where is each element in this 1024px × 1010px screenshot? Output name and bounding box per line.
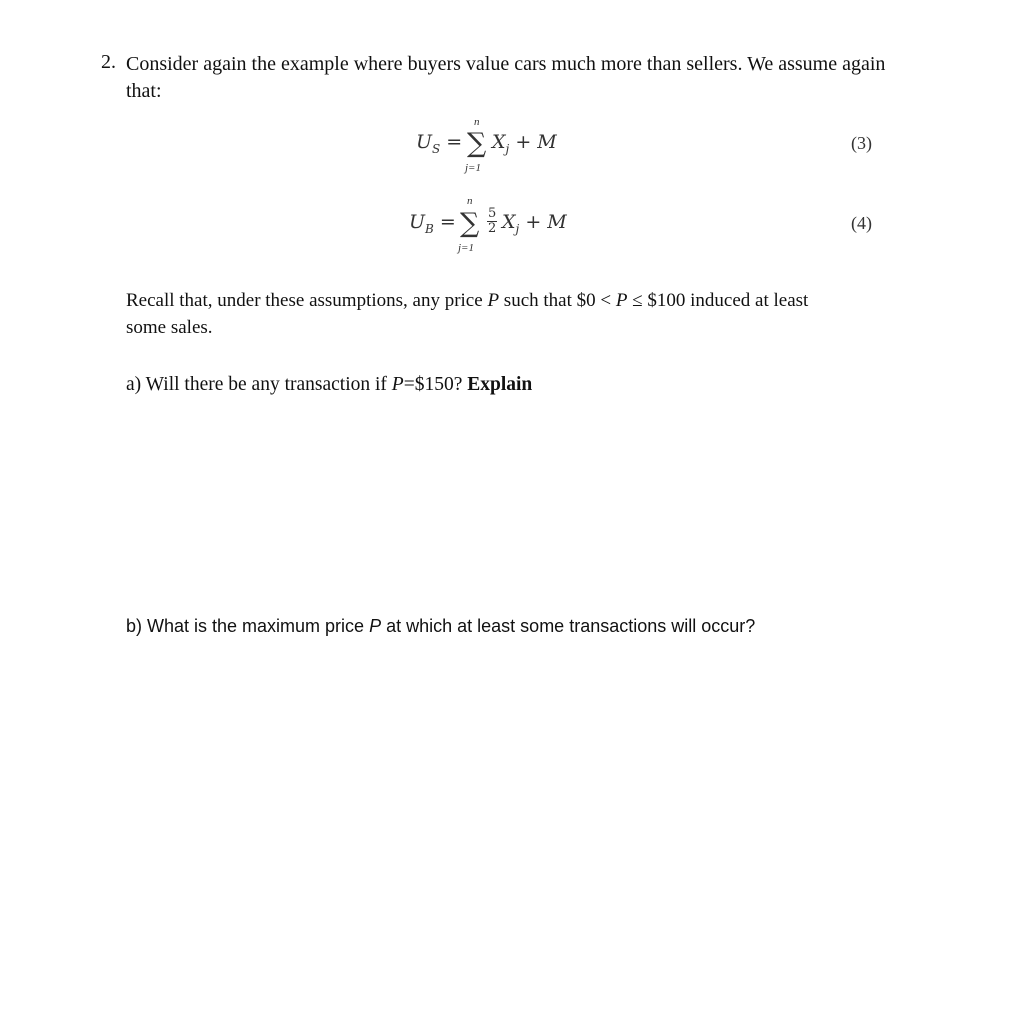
part-a-question bbox=[126, 374, 532, 396]
equation-3-equals: = bbox=[446, 131, 463, 153]
equation-4-lhs: U bbox=[409, 211, 426, 233]
part-b-question bbox=[126, 616, 755, 637]
part-a-explain: Explain bbox=[467, 374, 533, 395]
equation-3-constant: M bbox=[537, 131, 557, 153]
recall-line-1-prefix: Recall that, under these assumptions, any price bbox=[126, 290, 483, 311]
recall-price-variable: P bbox=[487, 290, 500, 311]
equation-4-equals: = bbox=[439, 211, 456, 233]
equation-3-term: X bbox=[492, 131, 506, 153]
part-a-price-variable: P bbox=[391, 374, 404, 395]
recall-line-1 bbox=[126, 287, 926, 314]
recall-line-1-middle: such that $0 < bbox=[503, 290, 612, 311]
equation-3-sum-lower: j=1 bbox=[465, 162, 481, 174]
equation-4-lhs-subscript: B bbox=[425, 222, 434, 236]
equation-4-rhs bbox=[502, 211, 567, 236]
recall-line-1-suffix: ≤ $100 induced at least bbox=[632, 290, 809, 311]
equation-3-number: (3) bbox=[851, 133, 872, 153]
recall-line-2: some sales. bbox=[126, 317, 213, 338]
part-b-suffix: at which at least some transactions will occur? bbox=[386, 616, 756, 636]
equation-4-fraction-numerator: 5 bbox=[488, 206, 497, 221]
part-a-prefix: a) Will there be any transaction if bbox=[126, 374, 387, 395]
equation-3-rhs bbox=[492, 131, 557, 156]
recall-paragraph bbox=[126, 287, 926, 341]
part-b-prefix: b) What is the maximum price bbox=[126, 616, 365, 636]
equation-4-sigma: ∑ bbox=[460, 208, 480, 239]
equation-4 bbox=[409, 211, 456, 236]
equation-3-lhs: U bbox=[416, 131, 433, 153]
equation-4-sum-upper: n bbox=[467, 195, 473, 207]
question-number: 2. bbox=[101, 51, 116, 73]
equation-3-sum-upper: n bbox=[474, 116, 480, 128]
equation-3-plus: + bbox=[515, 131, 532, 153]
recall-price-variable-2: P bbox=[615, 290, 628, 311]
equation-4-term: X bbox=[502, 211, 516, 233]
equation-4-term-subscript: j bbox=[515, 222, 520, 236]
equation-3-lhs-subscript: S bbox=[432, 142, 441, 156]
question-text-line-2: that: bbox=[126, 80, 162, 102]
equation-4-number: (4) bbox=[851, 213, 872, 233]
equation-4-fraction bbox=[487, 207, 497, 236]
equation-4-plus: + bbox=[525, 211, 542, 233]
equation-3-sigma: ∑ bbox=[467, 128, 487, 159]
part-a-price-value: =$150? bbox=[403, 374, 463, 395]
equation-4-constant: M bbox=[547, 211, 567, 233]
equation-4-fraction-denominator: 2 bbox=[488, 221, 497, 236]
equation-4-sum-lower: j=1 bbox=[458, 242, 474, 254]
question-text bbox=[126, 51, 916, 105]
part-b-price-variable: P bbox=[369, 616, 382, 636]
question-text-line-1: Consider again the example where buyers value cars much more than sellers. We assume again bbox=[126, 53, 886, 75]
equation-3-term-subscript: j bbox=[505, 142, 510, 156]
equation-3 bbox=[416, 131, 463, 156]
